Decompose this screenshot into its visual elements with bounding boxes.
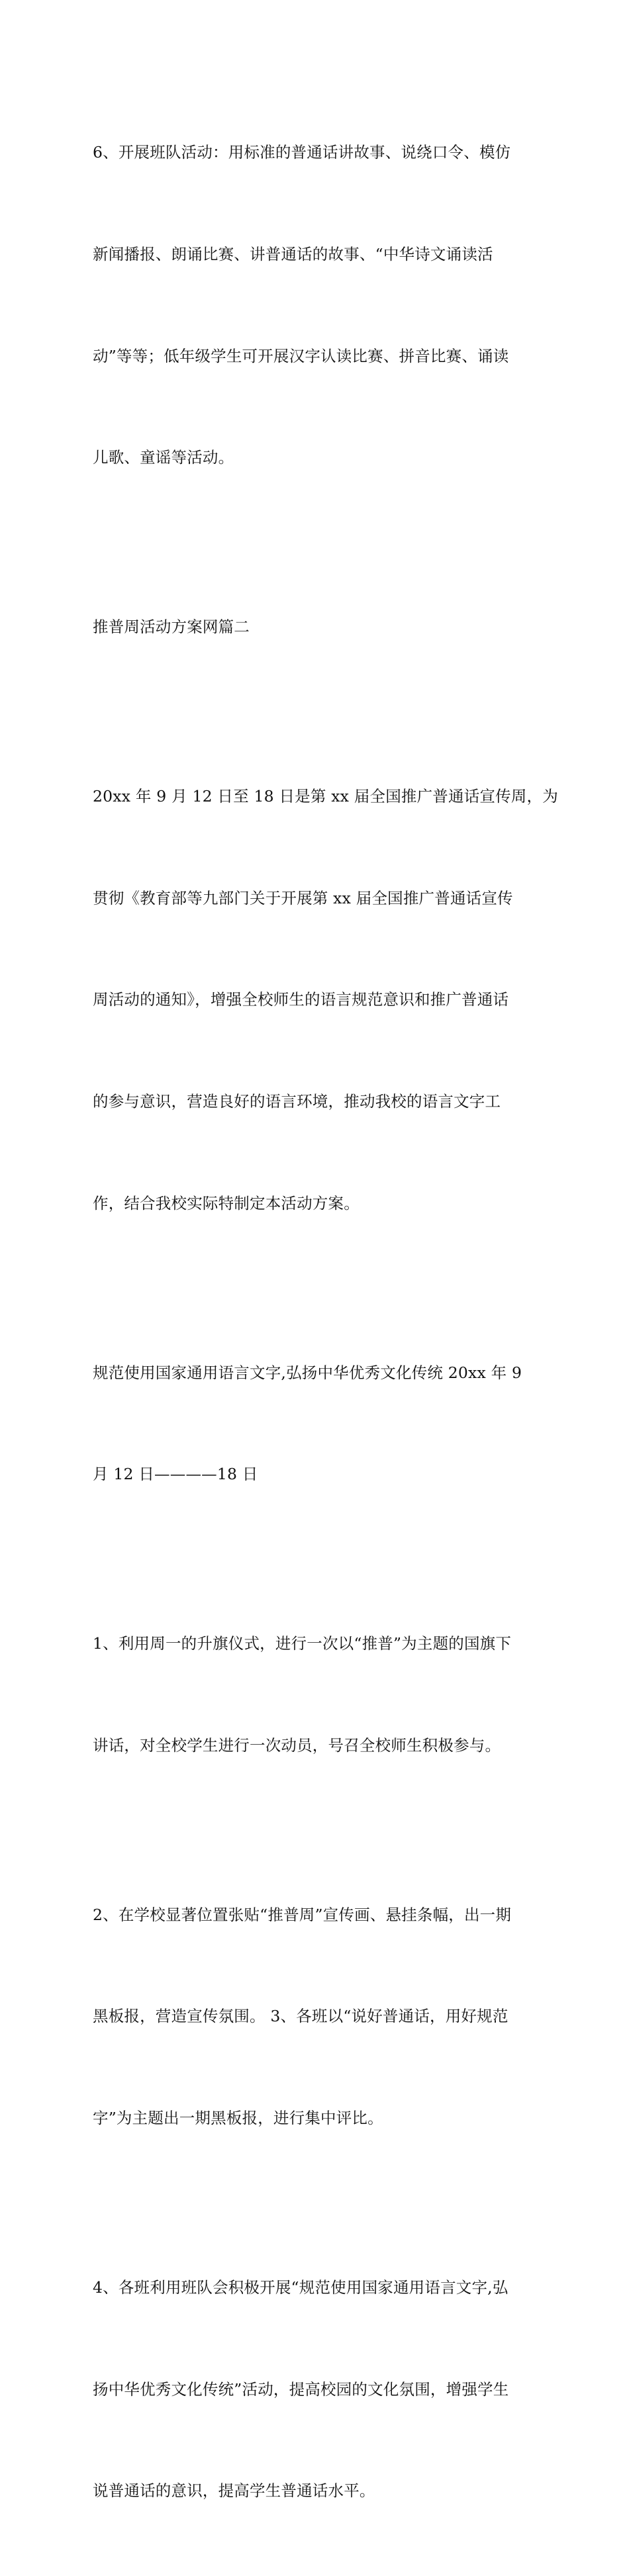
text-line: 黑板报，营造宣传氛围。 3、各班以“说好普通话，用好规范 <box>93 2007 508 2026</box>
text-line: 4、各班利用班队会积极开展“规范使用国家通用语言文字,弘 <box>93 2277 508 2297</box>
text-line: 贯彻《教育部等九部门关于开展第 xx 届全国推广普通话宣传 <box>93 888 513 907</box>
paragraph-intro <box>93 712 558 1288</box>
text-line: 1、利用周一的升旗仪式，进行一次以“推普”为主题的国旗下 <box>93 1634 512 1653</box>
document-page <box>93 68 558 2576</box>
text-line: 说普通话的意识，提高学生普通话水平。 <box>93 2481 375 2501</box>
text-line: 扬中华优秀文化传统”活动，提高校园的文化氛围，增强学生 <box>93 2379 509 2399</box>
text-line: 儿歌、童谣等活动。 <box>93 448 234 467</box>
text-line: 的参与意识，营造良好的语言环境，推动我校的语言文字工 <box>93 1091 501 1111</box>
text-line: 讲话，对全校学生进行一次动员，号召全校师生积极参与。 <box>93 1735 501 1755</box>
paragraph-activity-1 <box>93 1559 543 1831</box>
section-heading <box>93 543 543 712</box>
text-line: 2、在学校显著位置张贴“推普周”宣传画、悬挂条幅，出一期 <box>93 1905 512 1924</box>
text-line: 月 12 日————18 日 <box>93 1465 258 1484</box>
text-line: 20xx 年 9 月 12 日至 18 日是第 xx 届全国推广普通话宣传周，为 <box>93 787 558 806</box>
text-line: 6、开展班队活动：用标准的普通话讲故事、说绕口令、模仿 <box>93 143 511 162</box>
text-line: 周活动的通知》，增强全校师生的语言规范意识和推广普通话 <box>93 990 509 1009</box>
paragraph-activity-6 <box>93 68 543 543</box>
text-line: 字”为主题出一期黑板报，进行集中评比。 <box>93 2108 383 2127</box>
text-line: 推普周活动方案网篇二 <box>93 618 250 637</box>
text-line: 动”等等；低年级学生可开展汉字认读比赛、拼音比赛、诵读 <box>93 346 509 365</box>
text-line: 规范使用国家通用语言文字,弘扬中华优秀文化传统 20xx 年 9 <box>93 1363 522 1382</box>
text-line: 新闻播报、朗诵比赛、讲普通话的故事、“中华诗文诵读活 <box>93 245 493 263</box>
paragraph-activity-4 <box>93 2203 543 2576</box>
paragraph-theme-date <box>93 1288 543 1559</box>
paragraph-activity-2-3 <box>93 1830 543 2203</box>
text-line: 作，结合我校实际特制定本活动方案。 <box>93 1193 360 1213</box>
